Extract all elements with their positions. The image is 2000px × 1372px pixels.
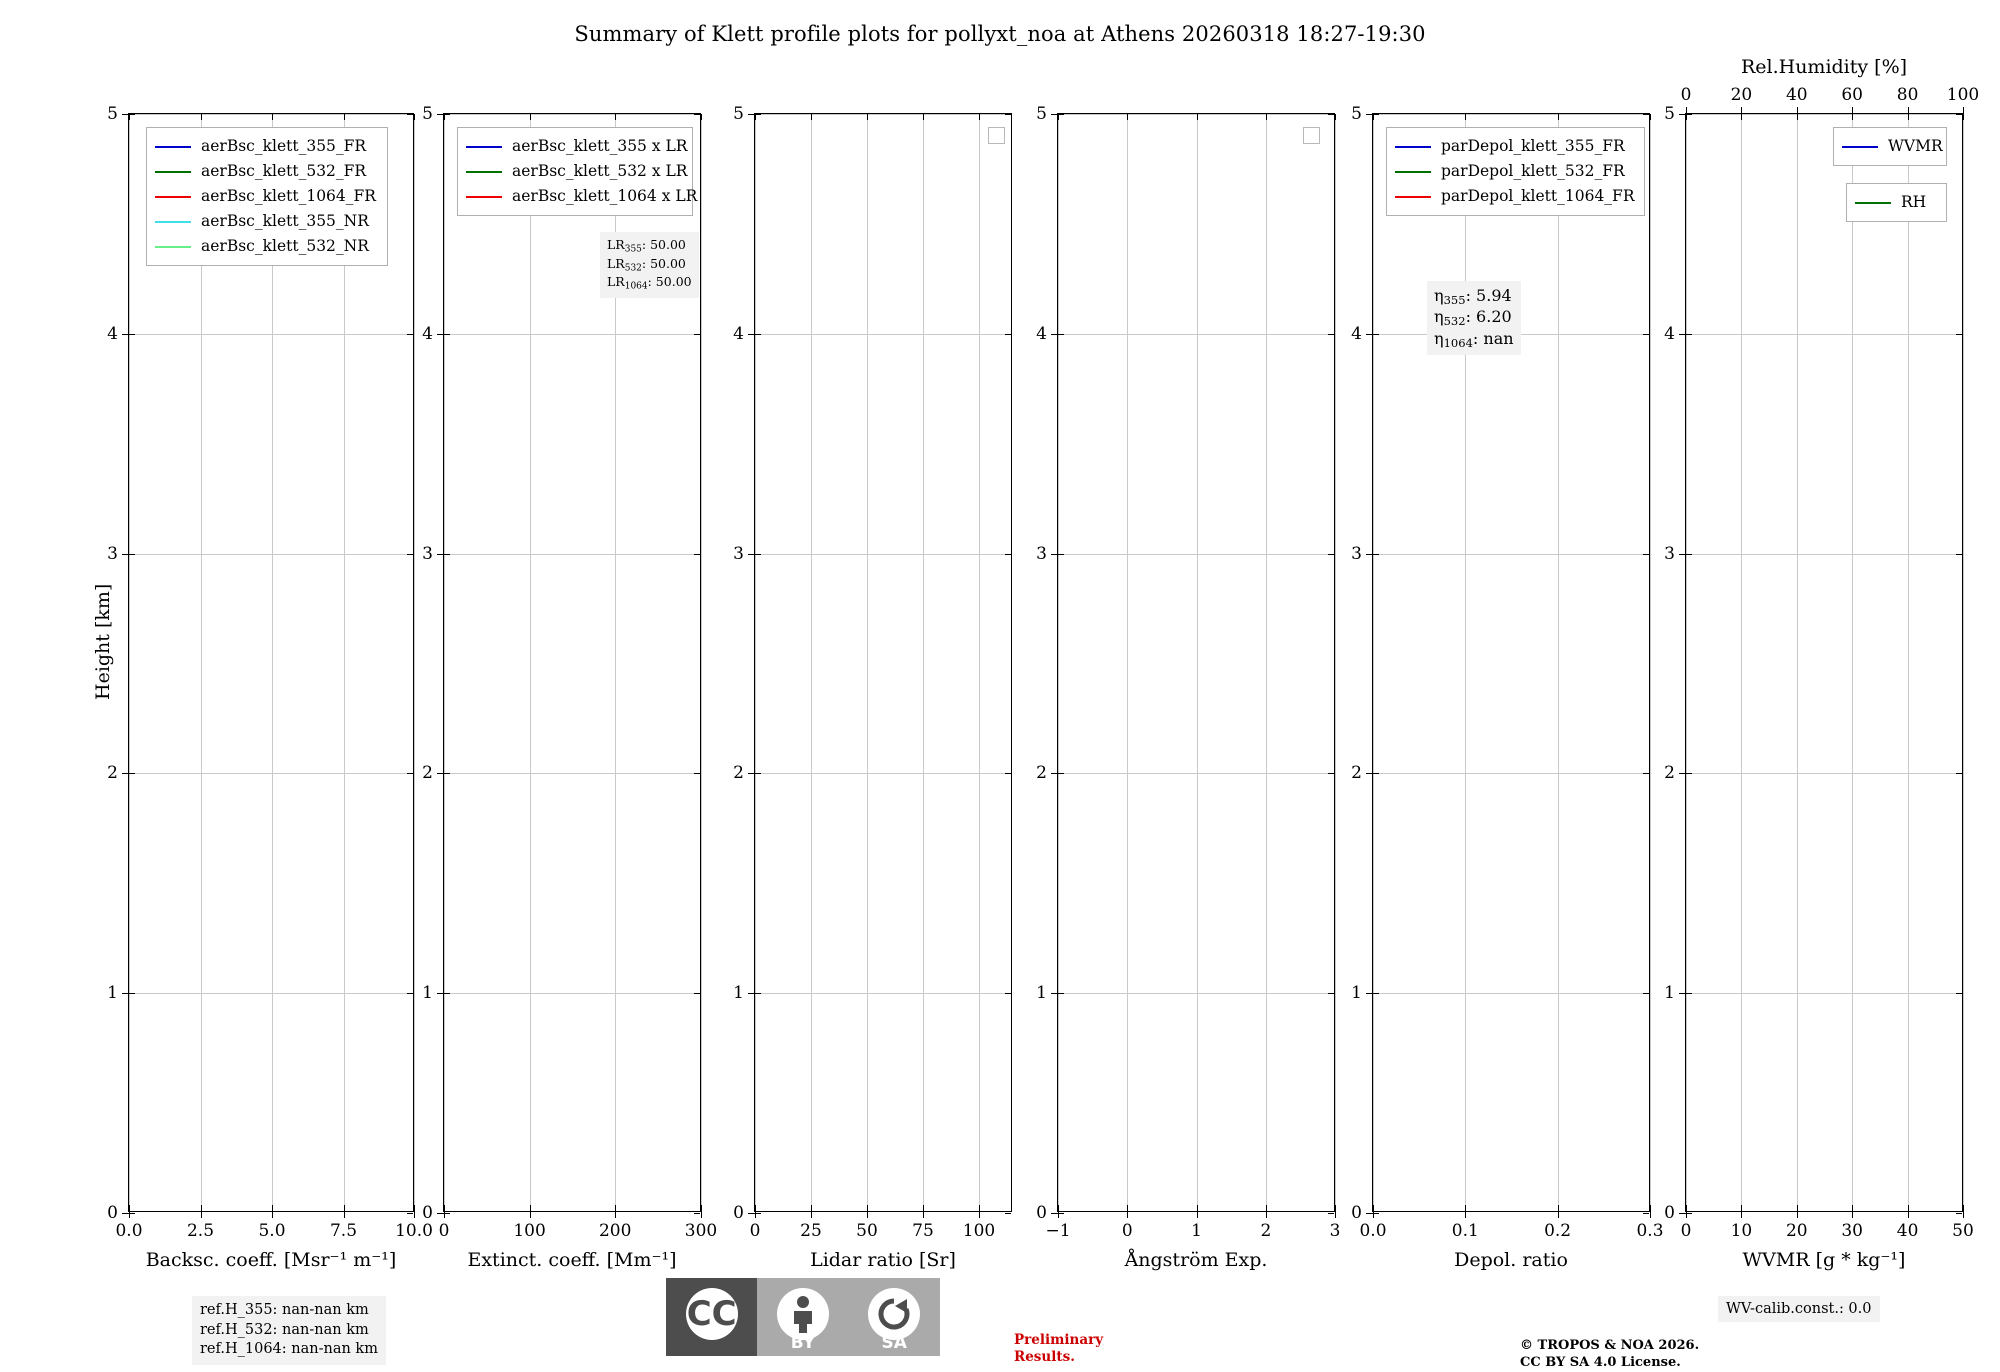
panel-lidar-ratio bbox=[733, 104, 1012, 1271]
person-icon-svg bbox=[786, 1294, 820, 1334]
legend-item-label: aerBsc_klett_355_FR bbox=[201, 136, 367, 155]
y-tick-label: 0 bbox=[733, 1203, 744, 1223]
legend-color-swatch bbox=[1395, 171, 1431, 173]
y-tick-label: 2 bbox=[107, 763, 118, 784]
y-tick-label: 4 bbox=[733, 323, 744, 344]
ref-h-532: ref.H_532: nan-nan km bbox=[200, 1321, 369, 1338]
x-tick-label: 7.5 bbox=[329, 1221, 358, 1241]
legend-backscatter[interactable] bbox=[146, 127, 388, 266]
y-tick-label: 3 bbox=[1664, 543, 1675, 564]
x-axis-label: Backsc. coeff. [Msr⁻¹ m⁻¹] bbox=[145, 1249, 397, 1271]
legend-color-swatch bbox=[1855, 202, 1891, 204]
panel-wvmr-rh bbox=[1664, 56, 1980, 1271]
x-tick-label: 0.1 bbox=[1451, 1221, 1479, 1241]
y-tick-label: 4 bbox=[1664, 323, 1675, 344]
legend-item-label: aerBsc_klett_532 x LR bbox=[512, 161, 688, 180]
y-tick-label: 3 bbox=[422, 543, 433, 564]
y-tick-label: 0 bbox=[1036, 1203, 1047, 1223]
x-tick-label: 10 bbox=[1730, 1221, 1753, 1241]
legend-color-swatch bbox=[155, 221, 191, 223]
legend-item[interactable] bbox=[155, 184, 378, 209]
x-tick-label: 0 bbox=[1121, 1221, 1133, 1241]
cc-by-label: BY bbox=[790, 1333, 816, 1353]
cc-sa-label: SA bbox=[881, 1333, 907, 1353]
y-tick-label: 3 bbox=[1036, 543, 1047, 564]
panel-depol-ratio bbox=[1351, 104, 1664, 1271]
x-tick-label: 3 bbox=[1329, 1221, 1341, 1241]
x-tick-label: 0 bbox=[1680, 1221, 1692, 1241]
lr-355-line: $LR_{355}$: 50.00 bbox=[607, 237, 686, 255]
lidar-ratio-annotation bbox=[600, 232, 699, 298]
legend-item[interactable] bbox=[155, 234, 378, 259]
x-tick-label-top: 20 bbox=[1730, 85, 1753, 105]
x-tick-label: 75 bbox=[912, 1221, 934, 1241]
y-tick-label: 2 bbox=[422, 763, 433, 784]
copyright-line2: CC BY SA 4.0 License. bbox=[1520, 1354, 1681, 1370]
legend-item-label: RH bbox=[1901, 192, 1927, 211]
x-tick-label: 0.0 bbox=[115, 1221, 143, 1241]
y-tick-label: 4 bbox=[107, 323, 118, 344]
preliminary-results-note bbox=[1014, 1332, 1103, 1366]
x-tick-label: 50 bbox=[856, 1221, 878, 1241]
x-tick-label: 0.2 bbox=[1544, 1221, 1572, 1241]
legend-item[interactable] bbox=[1395, 184, 1635, 209]
panel-angstrom-exponent bbox=[1036, 104, 1341, 1271]
x-axis-label: WVMR [g * kg⁻¹] bbox=[1742, 1249, 1906, 1271]
legend-color-swatch bbox=[1395, 196, 1431, 198]
legend-item-label: aerBsc_klett_1064 x LR bbox=[512, 186, 698, 205]
figure-title: Summary of Klett profile plots for pollyxt_noa at Athens 20260318 18:27-19:30 bbox=[574, 22, 1426, 46]
x-axis-label: Ångström Exp. bbox=[1124, 1249, 1268, 1271]
x-axis-label: Extinct. coeff. [Mm⁻¹] bbox=[467, 1249, 677, 1271]
x-tick-label: 5.0 bbox=[258, 1221, 286, 1241]
y-tick-label: 3 bbox=[107, 543, 118, 564]
x-tick-label: 40 bbox=[1896, 1221, 1919, 1241]
x-tick-label: 30 bbox=[1841, 1221, 1864, 1241]
preliminary-line2: Results. bbox=[1014, 1348, 1075, 1365]
legend-item[interactable] bbox=[1842, 134, 1943, 159]
x-tick-label: 20 bbox=[1785, 1221, 1808, 1241]
x-tick-label: 50 bbox=[1952, 1221, 1974, 1241]
legend-item-label: parDepol_klett_1064_FR bbox=[1441, 186, 1635, 205]
x-tick-label: 10.0 bbox=[395, 1221, 433, 1241]
legend-color-swatch bbox=[155, 146, 191, 148]
legend-color-swatch bbox=[155, 246, 191, 248]
copyright-note bbox=[1520, 1338, 1699, 1372]
y-tick-label: 5 bbox=[107, 104, 118, 124]
wv-calibration-constant: WV-calib.const.: 0.0 bbox=[1718, 1296, 1880, 1322]
y-tick-label: 0 bbox=[107, 1203, 118, 1223]
x-tick-label: 200 bbox=[598, 1221, 632, 1241]
legend-angstrom-empty[interactable] bbox=[1303, 127, 1320, 144]
x-tick-label: 300 bbox=[684, 1221, 718, 1241]
cc-by-cell bbox=[757, 1278, 848, 1356]
x-tick-label: 25 bbox=[800, 1221, 822, 1241]
eta-532-line: $\eta_{532}$: 6.20 bbox=[1434, 307, 1512, 329]
x-axis-label-top: Rel.Humidity [%] bbox=[1740, 56, 1908, 78]
lr-532-line: $LR_{532}$: 50.00 bbox=[607, 255, 686, 273]
legend-color-swatch bbox=[1842, 146, 1878, 148]
copyright-line1: © TROPOS & NOA 2026. bbox=[1520, 1338, 1700, 1353]
y-tick-label: 1 bbox=[1351, 983, 1362, 1004]
y-tick-label: 5 bbox=[1664, 104, 1675, 124]
y-tick-label: 4 bbox=[422, 323, 433, 344]
y-tick-label: 5 bbox=[1036, 104, 1047, 124]
eta-annotation bbox=[1427, 281, 1521, 355]
legend-item-label: aerBsc_klett_355_NR bbox=[201, 211, 369, 230]
cc-license-badge[interactable] bbox=[666, 1278, 940, 1356]
lr-1064-line: $LR_{1064}$: 50.00 bbox=[607, 274, 692, 292]
legend-color-swatch bbox=[155, 171, 191, 173]
legend-item-label: aerBsc_klett_355 x LR bbox=[512, 136, 688, 155]
x-tick-label: 100 bbox=[962, 1221, 996, 1241]
x-tick-label: 2 bbox=[1260, 1221, 1272, 1241]
legend-item[interactable] bbox=[1855, 190, 1937, 215]
legend-color-swatch bbox=[155, 196, 191, 198]
legend-item[interactable] bbox=[1395, 159, 1635, 184]
legend-item[interactable] bbox=[1395, 134, 1635, 159]
y-tick-label: 5 bbox=[733, 104, 744, 124]
legend-color-swatch bbox=[466, 196, 502, 198]
x-tick-label: 0 bbox=[438, 1221, 450, 1241]
y-tick-label: 4 bbox=[1351, 323, 1362, 344]
y-axis-label: Height [km] bbox=[92, 583, 114, 700]
y-tick-label: 0 bbox=[422, 1203, 433, 1223]
x-tick-label-top: 40 bbox=[1785, 85, 1808, 105]
legend-color-swatch bbox=[1395, 146, 1431, 148]
x-tick-label: 2.5 bbox=[186, 1221, 215, 1241]
legend-item-label: parDepol_klett_355_FR bbox=[1441, 136, 1625, 155]
y-tick-label: 3 bbox=[733, 543, 744, 564]
legend-item-label: aerBsc_klett_532_FR bbox=[201, 161, 367, 180]
x-tick-label: −1 bbox=[1045, 1221, 1071, 1241]
x-tick-label: 100 bbox=[513, 1221, 546, 1241]
x-tick-label: 1 bbox=[1191, 1221, 1203, 1241]
y-tick-label: 1 bbox=[422, 983, 433, 1004]
preliminary-line1: Preliminary bbox=[1014, 1332, 1104, 1348]
x-axis-label: Lidar ratio [Sr] bbox=[810, 1249, 956, 1271]
y-tick-label: 2 bbox=[1351, 763, 1362, 784]
y-tick-label: 0 bbox=[1664, 1203, 1675, 1223]
x-tick-label-top: 100 bbox=[1946, 85, 1980, 105]
share-alike-icon-svg bbox=[876, 1296, 912, 1332]
y-tick-label: 1 bbox=[733, 983, 744, 1004]
y-tick-label: 0 bbox=[1351, 1203, 1362, 1223]
reference-height-box bbox=[192, 1296, 386, 1365]
y-tick-label: 3 bbox=[1351, 543, 1362, 564]
ref-h-1064: ref.H_1064: nan-nan km bbox=[200, 1341, 378, 1358]
x-tick-label-top: 60 bbox=[1841, 85, 1864, 105]
cc-circle-icon bbox=[686, 1288, 738, 1340]
cc-mark-cell bbox=[666, 1278, 757, 1356]
legend-color-swatch bbox=[466, 146, 502, 148]
legend-item[interactable] bbox=[466, 184, 698, 209]
ref-h-355: ref.H_355: nan-nan km bbox=[200, 1302, 369, 1318]
legend-item-label: parDepol_klett_532_FR bbox=[1441, 161, 1625, 180]
legend-item[interactable] bbox=[155, 134, 378, 159]
y-tick-label: 2 bbox=[1664, 763, 1675, 784]
cc-glyph-label: CC bbox=[686, 1294, 737, 1334]
legend-item[interactable] bbox=[466, 159, 688, 184]
legend-wvmr[interactable] bbox=[1833, 127, 1947, 166]
y-tick-label: 2 bbox=[1036, 763, 1047, 784]
x-tick-label: 0.3 bbox=[1636, 1221, 1664, 1241]
y-tick-label: 4 bbox=[1036, 323, 1047, 344]
eta-355-line: $\eta_{355}$: 5.94 bbox=[1434, 286, 1512, 307]
legend-lidar-ratio-empty[interactable] bbox=[988, 127, 1005, 144]
legend-item-label: aerBsc_klett_1064_FR bbox=[201, 186, 376, 205]
x-tick-label-top: 0 bbox=[1680, 85, 1692, 105]
y-tick-label: 1 bbox=[107, 983, 118, 1004]
y-tick-label: 5 bbox=[422, 104, 433, 124]
legend-depol-ratio[interactable] bbox=[1386, 127, 1645, 216]
y-tick-label: 5 bbox=[1351, 104, 1362, 124]
cc-sa-cell bbox=[849, 1278, 940, 1356]
y-tick-label: 1 bbox=[1036, 983, 1047, 1004]
legend-extinction[interactable] bbox=[457, 127, 698, 216]
y-tick-label: 2 bbox=[733, 763, 744, 784]
legend-item-label: aerBsc_klett_532_NR bbox=[201, 236, 369, 255]
legend-item-label: WVMR bbox=[1888, 136, 1943, 155]
x-tick-label-top: 80 bbox=[1896, 85, 1919, 105]
legend-item[interactable] bbox=[466, 134, 688, 159]
legend-item[interactable] bbox=[155, 209, 378, 234]
eta-1064-line: $\eta_{1064}$: nan bbox=[1434, 328, 1514, 350]
legend-item[interactable] bbox=[155, 159, 378, 184]
panel-backscatter-coeff bbox=[107, 104, 433, 1271]
legend-color-swatch bbox=[466, 171, 502, 173]
y-tick-label: 1 bbox=[1664, 983, 1675, 1004]
x-tick-label: 0.0 bbox=[1359, 1221, 1387, 1241]
legend-rh[interactable] bbox=[1846, 183, 1947, 222]
x-axis-label: Depol. ratio bbox=[1454, 1249, 1568, 1271]
x-tick-label: 0 bbox=[749, 1221, 761, 1241]
